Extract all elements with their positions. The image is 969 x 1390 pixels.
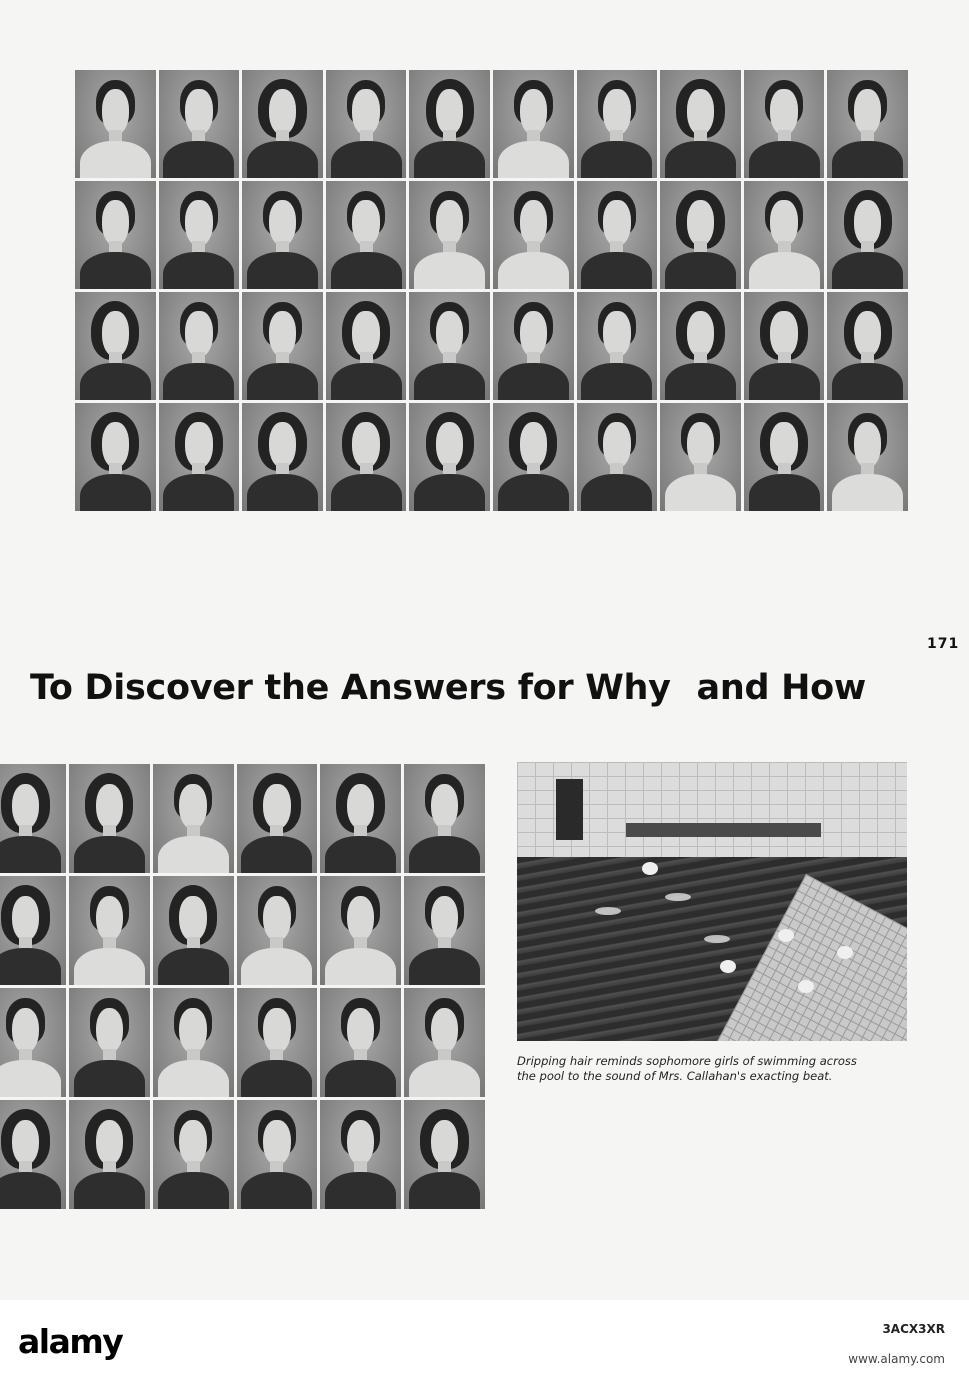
portrait-face [687,200,714,245]
portrait-body [498,363,569,400]
student-portrait [577,181,658,289]
portrait-body [581,252,652,289]
portrait-face [12,784,39,830]
student-portrait [75,70,156,178]
student-portrait [69,764,150,873]
portrait-face [12,1120,39,1166]
portrait-face [520,200,547,245]
swimming-pool-photo [517,762,907,1041]
portrait-body [247,474,318,511]
portrait-face [12,896,39,942]
portrait-body [74,948,145,985]
portrait-face [96,784,123,830]
student-portrait [242,292,323,400]
portrait-face [854,89,881,134]
portrait-body [158,836,229,873]
portrait-body [241,948,312,985]
student-portrait [577,70,658,178]
alamy-logo[interactable]: alamy [18,1322,123,1361]
portrait-body [325,1060,396,1097]
student-portrait [242,181,323,289]
student-portrait [237,876,318,985]
portrait-face [352,200,379,245]
portrait-face [347,1120,374,1166]
student-portrait [577,403,658,511]
student-portrait [744,181,825,289]
student-portrait [242,403,323,511]
student-portrait [320,1100,401,1209]
portrait-face [770,422,797,467]
student-portrait [153,876,234,985]
portrait-face [436,311,463,356]
portrait-face [179,784,206,830]
student-portrait [404,1100,485,1209]
student-portrait [69,876,150,985]
portrait-face [520,422,547,467]
portrait-body [331,363,402,400]
portrait-face [520,311,547,356]
student-portrait [159,403,240,511]
portrait-body [749,141,820,178]
portrait-body [498,141,569,178]
portrait-body [409,1060,480,1097]
portrait-body [414,252,485,289]
student-portrait [153,988,234,1097]
portrait-body [409,948,480,985]
portrait-face [269,422,296,467]
portrait-face [436,200,463,245]
top-portrait-grid [75,70,908,511]
portrait-face [603,311,630,356]
portrait-body [158,1172,229,1209]
portrait-face [770,89,797,134]
portrait-body [247,141,318,178]
portrait-body [832,474,903,511]
student-portrait [75,181,156,289]
portrait-face [770,200,797,245]
portrait-body [325,948,396,985]
student-portrait [404,764,485,873]
portrait-body [158,1060,229,1097]
student-portrait [827,403,908,511]
student-portrait [660,403,741,511]
portrait-body [665,141,736,178]
portrait-face [687,422,714,467]
portrait-body [0,1172,61,1209]
portrait-body [163,474,234,511]
portrait-body [832,252,903,289]
portrait-face [263,784,290,830]
portrait-body [581,141,652,178]
student-portrait [409,70,490,178]
portrait-body [665,252,736,289]
portrait-body [414,141,485,178]
student-portrait [237,988,318,1097]
swim-cap [720,960,736,973]
portrait-face [185,200,212,245]
student-portrait [404,876,485,985]
portrait-face [102,200,129,245]
student-portrait [404,988,485,1097]
portrait-face [347,896,374,942]
student-portrait [75,292,156,400]
portrait-face [96,1008,123,1054]
portrait-body [414,474,485,511]
student-portrait [153,764,234,873]
student-portrait [159,181,240,289]
student-portrait [0,876,66,985]
student-portrait [409,403,490,511]
student-portrait [744,70,825,178]
portrait-body [749,474,820,511]
student-portrait [660,292,741,400]
portrait-face [603,89,630,134]
student-portrait [242,70,323,178]
swim-cap [837,946,853,959]
portrait-face [96,1120,123,1166]
headline-part-2: and How [696,668,866,708]
student-portrait [493,403,574,511]
photo-caption [517,1054,917,1084]
portrait-body [247,252,318,289]
portrait-body [832,363,903,400]
student-portrait [326,403,407,511]
portrait-body [325,836,396,873]
portrait-face [854,311,881,356]
student-portrait [660,70,741,178]
portrait-body [498,252,569,289]
portrait-face [96,896,123,942]
student-portrait [159,70,240,178]
student-portrait [237,1100,318,1209]
portrait-face [102,311,129,356]
portrait-face [179,896,206,942]
student-portrait [69,988,150,1097]
portrait-face [603,200,630,245]
student-portrait [320,876,401,985]
portrait-body [325,1172,396,1209]
portrait-face [431,896,458,942]
swim-cap [798,980,814,993]
student-portrait [153,1100,234,1209]
portrait-body [80,141,151,178]
student-portrait [326,292,407,400]
student-portrait [493,181,574,289]
portrait-body [0,948,61,985]
student-portrait [577,292,658,400]
portrait-body [331,141,402,178]
student-portrait [409,292,490,400]
portrait-body [414,363,485,400]
student-portrait [75,403,156,511]
portrait-face [263,1120,290,1166]
student-portrait [660,181,741,289]
portrait-body [158,948,229,985]
student-portrait [827,70,908,178]
portrait-face [352,89,379,134]
portrait-body [74,1172,145,1209]
portrait-body [0,836,61,873]
pool-doorway [556,779,583,840]
portrait-face [269,89,296,134]
portrait-body [749,252,820,289]
portrait-face [431,784,458,830]
portrait-body [581,363,652,400]
portrait-body [331,474,402,511]
portrait-face [603,422,630,467]
caption-line-2: the pool to the sound of Mrs. Callahan's exacting beat. [517,1069,833,1083]
portrait-face [347,1008,374,1054]
portrait-body [581,474,652,511]
portrait-face [352,311,379,356]
portrait-body [409,836,480,873]
student-portrait [320,764,401,873]
student-portrait [409,181,490,289]
portrait-body [832,141,903,178]
student-portrait [69,1100,150,1209]
portrait-face [854,422,881,467]
student-portrait [744,403,825,511]
portrait-face [687,311,714,356]
portrait-body [409,1172,480,1209]
portrait-body [665,474,736,511]
watermark-footer [0,1300,969,1390]
portrait-face [770,311,797,356]
portrait-body [0,1060,61,1097]
portrait-face [269,200,296,245]
portrait-face [352,422,379,467]
portrait-face [436,422,463,467]
portrait-face [102,422,129,467]
portrait-body [163,363,234,400]
portrait-face [687,89,714,134]
portrait-face [185,89,212,134]
portrait-body [80,363,151,400]
portrait-body [80,474,151,511]
student-portrait [493,70,574,178]
portrait-face [185,422,212,467]
portrait-body [241,1060,312,1097]
portrait-body [163,252,234,289]
student-portrait [0,764,66,873]
section-headline [30,668,866,708]
student-portrait [0,988,66,1097]
portrait-body [241,1172,312,1209]
portrait-face [431,1008,458,1054]
student-portrait [493,292,574,400]
portrait-body [665,363,736,400]
student-portrait [827,181,908,289]
portrait-body [80,252,151,289]
portrait-face [179,1008,206,1054]
portrait-face [102,89,129,134]
portrait-body [749,363,820,400]
bottom-portrait-grid [0,764,485,1209]
headline-part-1: To Discover the Answers for Why [30,668,671,708]
portrait-face [520,89,547,134]
portrait-face [269,311,296,356]
student-portrait [326,181,407,289]
portrait-face [263,896,290,942]
portrait-face [436,89,463,134]
portrait-body [163,141,234,178]
student-portrait [159,292,240,400]
student-portrait [827,292,908,400]
portrait-face [179,1120,206,1166]
student-portrait [326,70,407,178]
portrait-face [12,1008,39,1054]
portrait-body [498,474,569,511]
footer-url[interactable]: www.alamy.com [848,1352,945,1366]
portrait-face [854,200,881,245]
portrait-face [263,1008,290,1054]
student-portrait [237,764,318,873]
caption-line-1: Dripping hair reminds sophomore girls of swimming across [517,1054,857,1068]
page-number: 171 [927,636,960,652]
portrait-body [241,836,312,873]
portrait-body [74,836,145,873]
student-portrait [0,1100,66,1209]
splash [704,935,730,943]
portrait-face [185,311,212,356]
student-portrait [320,988,401,1097]
student-portrait [744,292,825,400]
poolside-bench [626,823,821,837]
portrait-body [247,363,318,400]
portrait-body [74,1060,145,1097]
image-id: 3ACX3XR [882,1322,945,1336]
portrait-body [331,252,402,289]
